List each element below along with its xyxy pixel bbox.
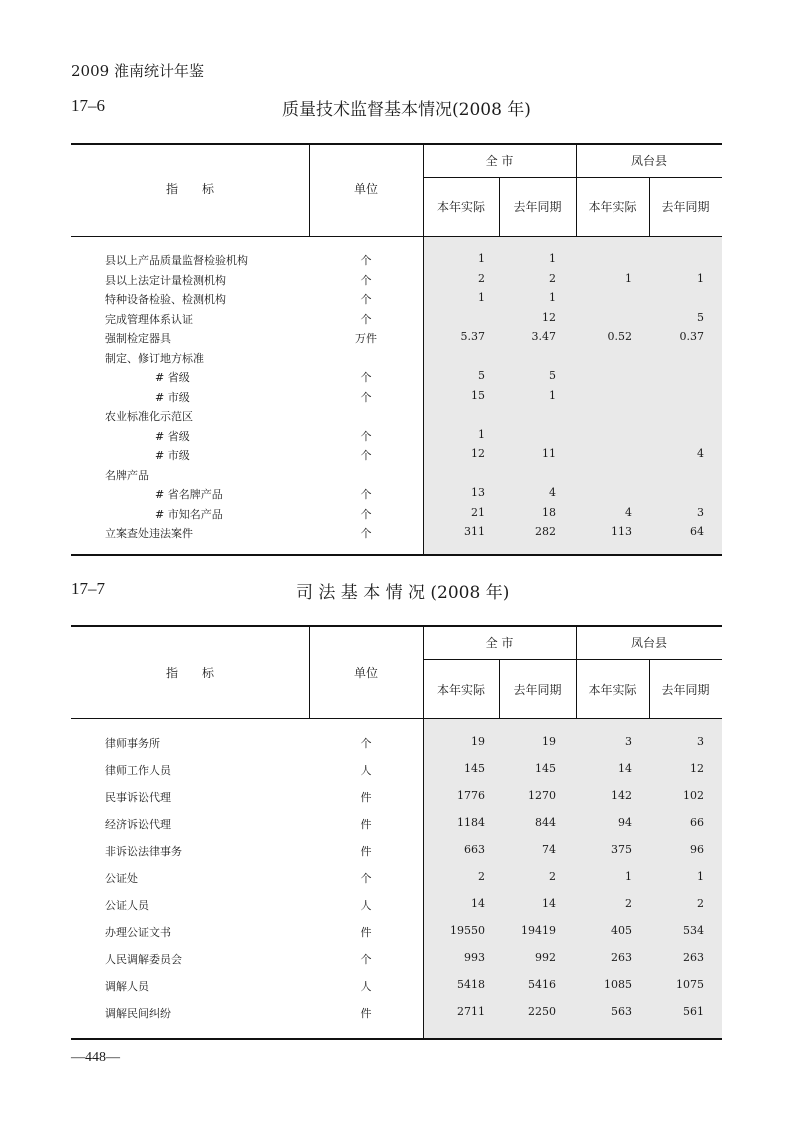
- sub-header-previous: 去年同期: [661, 683, 710, 697]
- table-row: [71, 467, 722, 487]
- row-label: # 省名牌产品: [155, 488, 223, 501]
- row-value: 64: [690, 525, 704, 538]
- header-bottom-rule: [71, 236, 722, 237]
- table-number: 17–6: [71, 96, 105, 115]
- table-row: [71, 486, 722, 506]
- row-label: 特种设备检验、检测机构: [105, 293, 226, 306]
- row-value: 66: [690, 816, 704, 829]
- sub-header-current: 本年实际: [436, 683, 485, 697]
- row-value: 1: [625, 870, 632, 883]
- row-value: 1: [549, 388, 556, 402]
- row-value: 145: [535, 762, 556, 775]
- row-label: 律师事务所: [105, 737, 160, 750]
- row-unit: 个: [360, 273, 372, 287]
- row-value: 15: [471, 388, 485, 402]
- row-value: 1: [625, 271, 632, 285]
- table-row: [71, 789, 722, 809]
- row-unit: 件: [360, 818, 372, 831]
- indicator-header: 指 标: [165, 666, 214, 680]
- row-value: 18: [542, 505, 556, 519]
- table-bottom-rule: [71, 554, 722, 556]
- row-label: 农业标准化示范区: [105, 410, 193, 423]
- row-unit: 个: [360, 312, 372, 326]
- row-label: 完成管理体系认证: [105, 312, 193, 326]
- row-value: 534: [683, 924, 704, 937]
- table-top-rule: [71, 625, 722, 627]
- row-label: 人民调解委员会: [105, 953, 182, 966]
- page-number: —448—: [71, 1050, 120, 1065]
- table-title: 质量技术监督基本情况(2008 年): [282, 100, 531, 120]
- row-value: 5: [478, 369, 485, 382]
- row-value: 145: [464, 762, 485, 775]
- row-value: 375: [611, 843, 632, 856]
- row-label: 经济诉讼代理: [105, 818, 171, 831]
- row-value: 5: [549, 369, 556, 382]
- table-row: [71, 897, 722, 917]
- table-row: [71, 525, 722, 545]
- row-value: 14: [618, 762, 632, 775]
- row-unit: 个: [360, 371, 372, 384]
- header-bottom-rule: [71, 718, 722, 719]
- sub-header-previous: 去年同期: [513, 200, 562, 214]
- row-unit: 个: [360, 953, 372, 966]
- yearbook-header: 2009 淮南统计年鉴: [71, 62, 204, 80]
- table-row: [71, 389, 722, 409]
- row-value: 4: [549, 486, 556, 499]
- row-unit: 个: [360, 429, 372, 443]
- row-value: 1: [478, 291, 485, 304]
- table-top-rule: [71, 143, 722, 145]
- table-row: [71, 447, 722, 467]
- row-value: 14: [471, 897, 485, 910]
- row-label: # 市知名产品: [155, 507, 223, 521]
- row-label: 制定、修订地方标准: [105, 351, 204, 365]
- table-row: [71, 762, 722, 782]
- table-row: [71, 272, 722, 292]
- row-unit: 万件: [355, 332, 377, 345]
- row-value: 1776: [457, 789, 485, 802]
- row-value: 1075: [676, 978, 704, 991]
- table-row: [71, 311, 722, 331]
- row-label: 公证人员: [105, 899, 149, 912]
- row-value: 282: [535, 525, 556, 538]
- row-value: 3: [697, 505, 704, 519]
- row-value: 0.37: [679, 330, 704, 343]
- row-value: 5416: [528, 978, 556, 991]
- row-value: 1: [697, 870, 704, 883]
- row-value: 2: [478, 870, 485, 883]
- row-unit: 件: [360, 845, 372, 858]
- table-row: [71, 291, 722, 311]
- row-label: 强制检定器具: [105, 332, 171, 345]
- row-value: 3: [697, 735, 704, 748]
- row-unit: 个: [360, 449, 372, 462]
- row-unit: 人: [360, 899, 372, 912]
- row-value: 19: [542, 735, 556, 748]
- row-unit: 个: [360, 390, 372, 404]
- table-row: [71, 843, 722, 863]
- sub-header-previous: 去年同期: [513, 683, 562, 697]
- row-value: 1: [697, 271, 704, 285]
- table-bottom-rule: [71, 1038, 722, 1040]
- row-value: 2711: [457, 1005, 485, 1018]
- row-value: 3.47: [531, 330, 556, 343]
- table-row: [71, 924, 722, 944]
- row-value: 2250: [528, 1005, 556, 1018]
- row-value: 663: [464, 843, 485, 856]
- table-row: [71, 978, 722, 998]
- row-label: 名牌产品: [105, 468, 149, 482]
- row-value: 5: [697, 310, 704, 324]
- sub-header-previous: 去年同期: [661, 200, 710, 214]
- row-value: 102: [683, 789, 704, 802]
- quality-supervision-table: [71, 143, 722, 556]
- table-row: [71, 951, 722, 971]
- row-value: 21: [471, 505, 485, 519]
- row-value: 0.52: [607, 330, 632, 343]
- table-row: [71, 1005, 722, 1025]
- row-value: 96: [690, 843, 704, 856]
- row-value: 13: [471, 486, 485, 499]
- row-unit: 件: [360, 1007, 372, 1020]
- row-value: 2: [478, 271, 485, 285]
- row-value: 1: [549, 291, 556, 304]
- table-row: [71, 870, 722, 890]
- indicator-header: 指 标: [165, 182, 214, 196]
- sub-header-current: 本年实际: [436, 200, 485, 214]
- row-unit: 个: [360, 488, 372, 501]
- row-unit: 个: [360, 507, 372, 521]
- row-label: # 市级: [155, 449, 190, 462]
- row-value: 563: [611, 1005, 632, 1018]
- sub-header-current: 本年实际: [588, 200, 637, 214]
- header-group-rule: [423, 659, 722, 660]
- row-value: 19419: [521, 924, 556, 937]
- row-value: 993: [464, 951, 485, 964]
- row-value: 263: [611, 951, 632, 964]
- table-row: [71, 506, 722, 526]
- table-row: [71, 350, 722, 370]
- row-value: 14: [542, 897, 556, 910]
- row-value: 311: [464, 525, 485, 538]
- row-label: # 省级: [155, 371, 190, 384]
- row-label: 公证处: [105, 872, 138, 885]
- table-row: [71, 330, 722, 350]
- row-value: 12: [690, 762, 704, 775]
- table-row: [71, 735, 722, 755]
- table-title: 司 法 基 本 情 况 (2008 年): [296, 583, 510, 603]
- row-value: 3: [625, 735, 632, 748]
- row-value: 12: [471, 447, 485, 460]
- unit-header: 单位: [353, 666, 378, 680]
- header-group-rule: [423, 177, 722, 178]
- fengtai-header: 凤台县: [630, 154, 667, 168]
- row-unit: 个: [360, 254, 372, 267]
- row-value: 1: [478, 427, 485, 441]
- row-value: 405: [611, 924, 632, 937]
- row-value: 992: [535, 951, 556, 964]
- row-value: 1085: [604, 978, 632, 991]
- row-value: 4: [697, 447, 704, 460]
- row-value: 4: [625, 505, 632, 519]
- unit-header: 单位: [353, 182, 378, 196]
- row-value: 142: [611, 789, 632, 802]
- table-row: [71, 369, 722, 389]
- row-unit: 个: [360, 293, 372, 306]
- row-value: 74: [542, 843, 556, 856]
- row-unit: 个: [360, 872, 372, 885]
- row-unit: 个: [360, 737, 372, 750]
- row-value: 1184: [457, 816, 485, 829]
- row-label: 立案查处违法案件: [105, 527, 193, 540]
- row-unit: 人: [360, 764, 372, 777]
- row-value: 2: [549, 870, 556, 883]
- row-value: 19550: [450, 924, 485, 937]
- row-value: 1270: [528, 789, 556, 802]
- table-number: 17–7: [71, 579, 105, 598]
- row-label: 非诉讼法律事务: [105, 845, 182, 858]
- row-value: 844: [535, 816, 556, 829]
- citywide-header: 全 市: [485, 636, 514, 650]
- row-value: 2: [549, 271, 556, 285]
- citywide-header: 全 市: [485, 154, 514, 168]
- row-value: 1: [478, 252, 485, 265]
- row-label: 县以上法定计量检测机构: [105, 273, 226, 287]
- row-value: 113: [611, 525, 632, 538]
- row-unit: 个: [360, 527, 372, 540]
- row-label: 律师工作人员: [105, 764, 171, 777]
- row-value: 12: [542, 310, 556, 324]
- row-unit: 人: [360, 980, 372, 993]
- table-row: [71, 408, 722, 428]
- row-value: 94: [618, 816, 632, 829]
- row-label: # 市级: [155, 390, 190, 404]
- row-value: 2: [625, 897, 632, 910]
- row-value: 11: [542, 447, 556, 460]
- row-value: 561: [683, 1005, 704, 1018]
- sub-header-current: 本年实际: [588, 683, 637, 697]
- row-label: 调解人员: [105, 980, 149, 993]
- row-value: 19: [471, 735, 485, 748]
- row-unit: 件: [360, 791, 372, 804]
- row-value: 5.37: [460, 330, 485, 343]
- row-label: 办理公证文书: [105, 926, 171, 939]
- row-value: 263: [683, 951, 704, 964]
- row-unit: 件: [360, 926, 372, 939]
- judicial-table: [71, 625, 722, 1040]
- row-label: 县以上产品质量监督检验机构: [105, 254, 248, 267]
- row-label: 民事诉讼代理: [105, 791, 171, 804]
- row-value: 2: [697, 897, 704, 910]
- row-label: 调解民间纠纷: [105, 1007, 171, 1020]
- row-value: 1: [549, 252, 556, 265]
- row-value: 5418: [457, 978, 485, 991]
- fengtai-header: 凤台县: [630, 636, 667, 650]
- table-row: [71, 428, 722, 448]
- table-row: [71, 252, 722, 272]
- row-label: # 省级: [155, 429, 190, 443]
- table-row: [71, 816, 722, 836]
